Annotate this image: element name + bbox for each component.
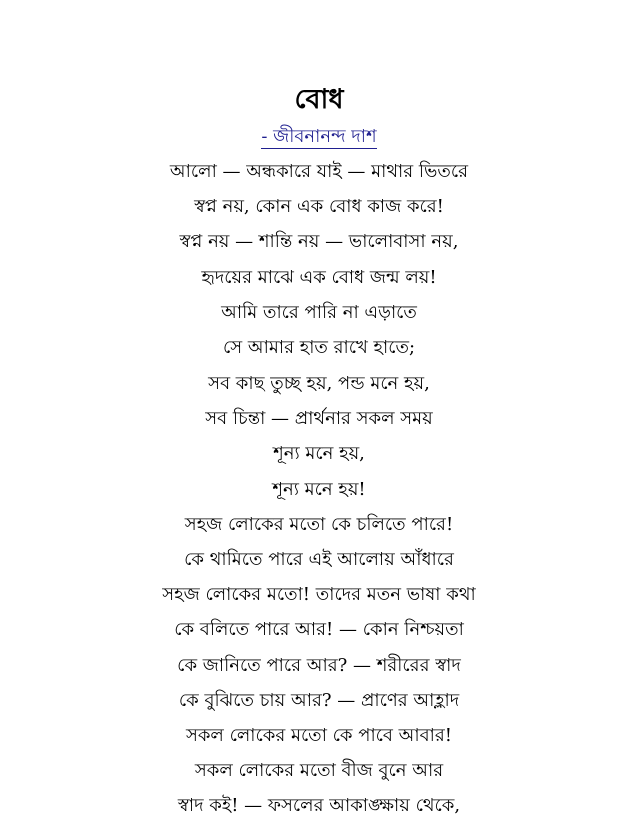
poem-author-link[interactable]: - জীবনানন্দ দাশ bbox=[261, 126, 377, 147]
poem-line: শূন্য মনে হয়, bbox=[273, 443, 365, 465]
poem-line: সহজ লোকের মতো! তাদের মতন ভাষা কথা bbox=[162, 584, 476, 606]
poem-line: কে থামিতে পারে এই আলোয় আঁধারে bbox=[184, 548, 454, 570]
poem-line: কে বুঝিতে চায় আর? — প্রাণের আহ্লাদ bbox=[178, 689, 460, 711]
poem-line: সকল লোকের মতো কে পাবে আবার! bbox=[185, 724, 453, 746]
poem-line: আলো — অন্ধকারে যাই — মাথার ভিতরে bbox=[169, 161, 469, 182]
poem-line: স্বপ্ন নয়, কোন এক বোধ কাজ করে! bbox=[194, 196, 444, 218]
poem-author bbox=[0, 124, 638, 150]
poem-line: কে বলিতে পারে আর! — কোন নিশ্চয়তা bbox=[174, 619, 464, 641]
poem-line: সব কাছ তুচ্ছ হয়, পন্ড মনে হয়, bbox=[208, 373, 430, 394]
poem-line: কে জানিতে পারে আর? — শরীরের স্বাদ bbox=[177, 654, 461, 676]
poem-line: সব চিন্তা — প্রার্থনার সকল সময় bbox=[205, 408, 433, 430]
poem-line: শূন্য মনে হয়! bbox=[272, 478, 366, 500]
poem-line: সকল লোকের মতো বীজ বুনে আর bbox=[194, 760, 444, 782]
stanza-2 bbox=[0, 366, 638, 823]
poem-line: সে আমার হাত রাখে হাতে; bbox=[222, 336, 416, 358]
poem-line: আমি তারে পারি না এড়াতে bbox=[221, 301, 417, 323]
poem-line: হৃদয়ের মাঝে এক বোধ জন্ম লয়! bbox=[201, 266, 437, 288]
poem-title: বোধ bbox=[294, 84, 344, 115]
stanza-1 bbox=[0, 154, 638, 365]
poem-line: স্বাদ কই! — ফসলের আকাঙ্ক্ষায় থেকে, bbox=[177, 795, 461, 817]
poem-line: সহজ লোকের মতো কে চলিতে পারে! bbox=[184, 513, 454, 535]
poem-line: স্বপ্ন নয় — শান্তি নয় — ভালোবাসা নয়, bbox=[179, 231, 459, 253]
